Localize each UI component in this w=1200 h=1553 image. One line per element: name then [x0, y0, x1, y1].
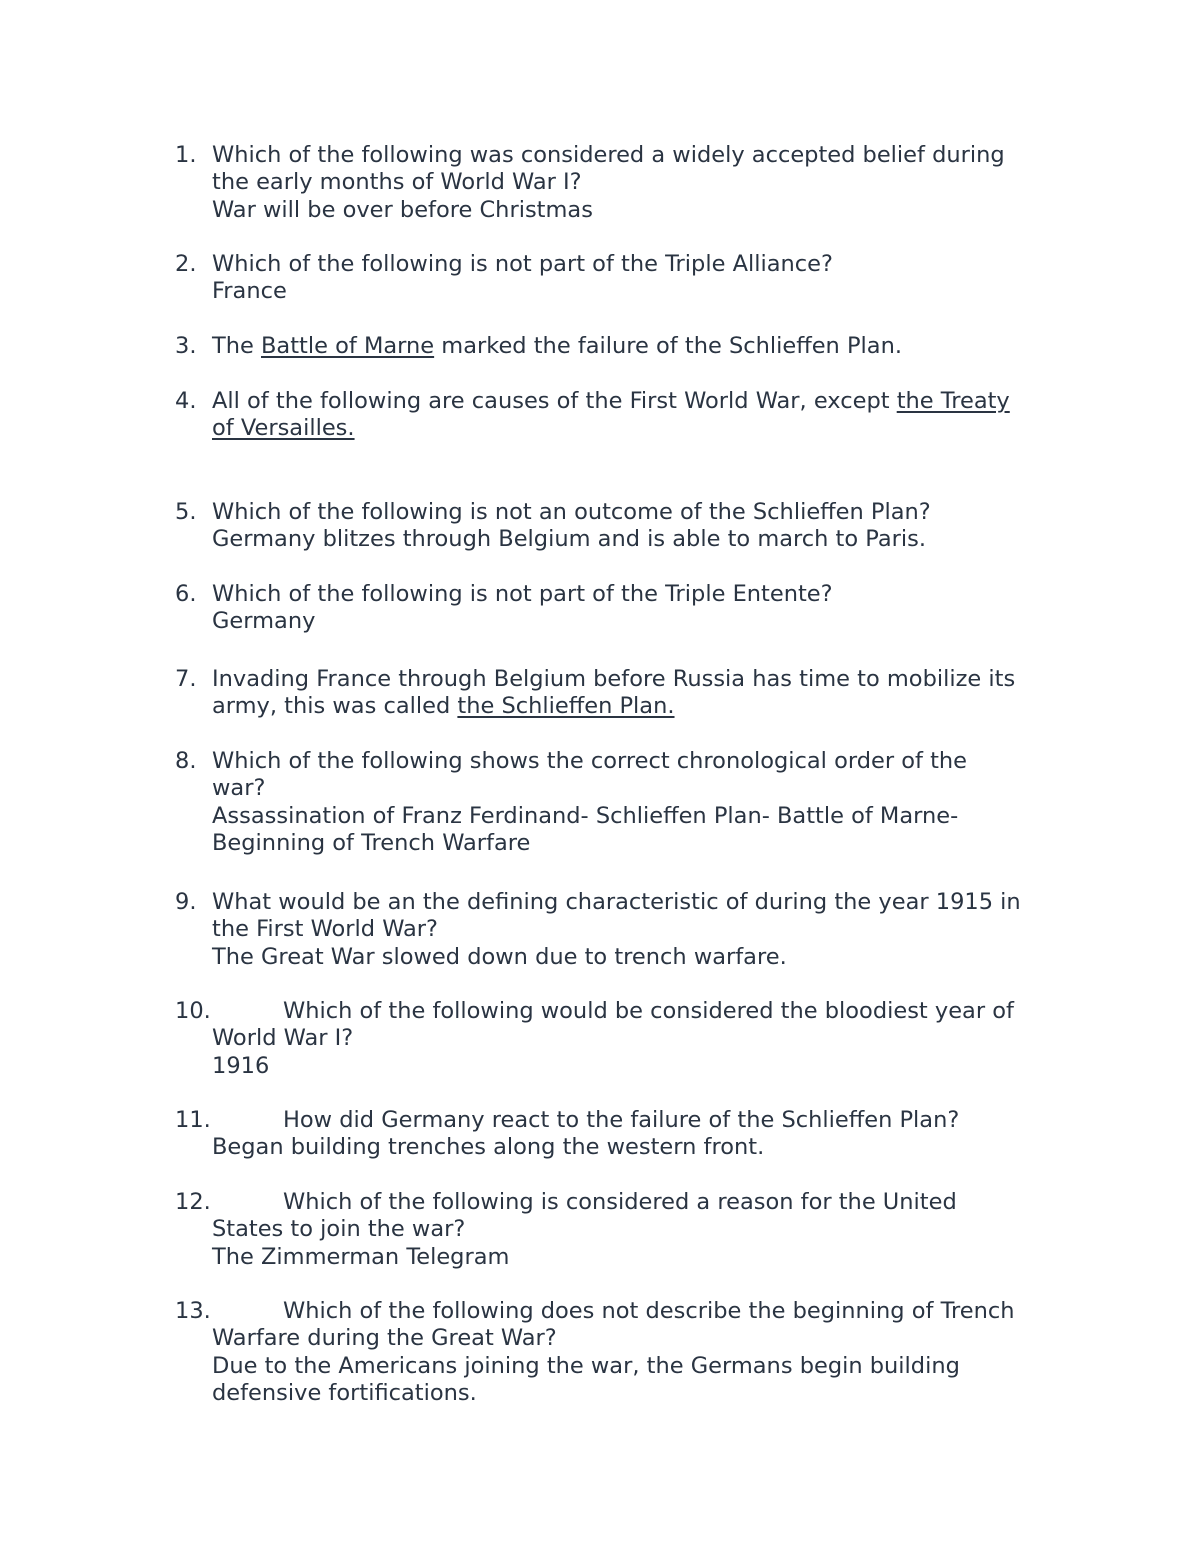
question-number: 5.: [175, 499, 197, 525]
question-10: [0, 998, 1200, 1080]
question-text: Invading France through Belgium before Russia has time to mobilize its: [212, 666, 1016, 692]
question-number: 13.: [175, 1298, 211, 1324]
text-segment: marked the failure of the Schlieffen Plan.: [434, 333, 902, 359]
question-text: Which of the following shows the correct chronological order of the: [212, 748, 968, 774]
underlined-answer: Battle of Marne: [261, 333, 435, 359]
answer-text: The Great War slowed down due to trench warfare.: [212, 943, 787, 970]
answer-text: Began building trenches along the western front.: [212, 1134, 765, 1161]
question-text: Which of the following would be considered the bloodiest year of: [283, 998, 1014, 1024]
question-text: [212, 388, 1200, 415]
question-7: [0, 666, 1200, 721]
question-2: [0, 251, 1200, 306]
question-13: [0, 1298, 1200, 1407]
question-text: States to join the war?: [212, 1216, 466, 1243]
question-text: Warfare during the Great War?: [212, 1325, 557, 1352]
question-number: 12.: [175, 1189, 211, 1215]
answer-text: War will be over before Christmas: [212, 196, 593, 223]
text-segment: The: [212, 333, 261, 359]
question-number: 2.: [175, 251, 197, 277]
question-9: [0, 889, 1200, 971]
question-text: What would be an the defining characteristic of during the year 1915 in: [212, 889, 1021, 915]
question-text: Which of the following is not part of the Triple Entente?: [212, 581, 833, 607]
question-text: [212, 693, 1200, 720]
question-5: [0, 499, 1200, 554]
answer-text: Beginning of Trench Warfare: [212, 829, 531, 856]
question-4: [0, 388, 1200, 443]
underlined-answer: of Versailles.: [212, 415, 355, 442]
answer-text: 1916: [212, 1052, 270, 1079]
text-segment: All of the following are causes of the First World War, except: [212, 388, 897, 414]
question-8: [0, 748, 1200, 857]
question-text: war?: [212, 775, 266, 802]
question-number: 3.: [175, 333, 197, 359]
answer-text: Germany: [212, 608, 316, 635]
question-text: the First World War?: [212, 916, 438, 943]
answer-text: Germany blitzes through Belgium and is able to march to Paris.: [212, 526, 927, 553]
question-12: [0, 1189, 1200, 1271]
question-text: [212, 415, 1200, 442]
question-number: 6.: [175, 581, 197, 607]
answer-text: The Zimmerman Telegram: [212, 1243, 510, 1270]
question-text: Which of the following is considered a reason for the United: [283, 1189, 957, 1215]
question-text: Which of the following was considered a widely accepted belief during: [212, 142, 1005, 168]
question-number: 11.: [175, 1107, 211, 1133]
question-number: 1.: [175, 142, 197, 168]
underlined-answer: the Treaty: [896, 388, 1010, 414]
question-text: the early months of World War I?: [212, 169, 582, 196]
question-11: [0, 1107, 1200, 1162]
question-number: 4.: [175, 388, 197, 414]
question-number: 8.: [175, 748, 197, 774]
question-number: 9.: [175, 889, 197, 915]
answer-text: Due to the Americans joining the war, the Germans begin building: [212, 1352, 960, 1379]
answer-text: defensive fortifications.: [212, 1379, 477, 1406]
question-text: Which of the following is not part of the Triple Alliance?: [212, 251, 833, 277]
question-6: [0, 581, 1200, 636]
answer-text: Assassination of Franz Ferdinand- Schlieffen Plan- Battle of Marne-: [212, 802, 959, 829]
question-text: [212, 333, 1200, 360]
question-text: Which of the following does not describe the beginning of Trench: [283, 1298, 1015, 1324]
question-number: 7.: [175, 666, 197, 692]
question-3: [0, 333, 1200, 360]
question-text: World War I?: [212, 1025, 354, 1052]
answer-text: France: [212, 278, 287, 305]
question-text: How did Germany react to the failure of the Schlieffen Plan?: [283, 1107, 960, 1133]
question-1: [0, 142, 1200, 224]
question-number: 10.: [175, 998, 211, 1024]
underlined-answer: the Schlieffen Plan.: [457, 693, 675, 720]
question-text: Which of the following is not an outcome of the Schlieffen Plan?: [212, 499, 931, 525]
text-segment: army, this was called: [212, 693, 458, 720]
